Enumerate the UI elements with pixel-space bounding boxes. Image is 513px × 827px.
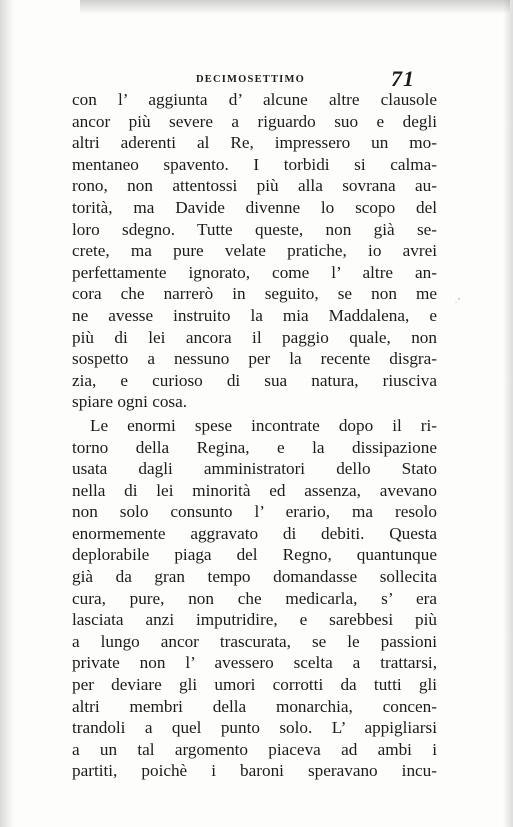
scan-shadow-left (0, 0, 14, 827)
paragraph-2 (72, 415, 437, 782)
text-line: torità, ma Davide divenne lo scopo del (72, 197, 437, 217)
scan-shadow-top (80, 0, 510, 14)
text-line: già da gran tempo domandasse sollecita (72, 567, 437, 587)
text-line: spiare ogni cosa. (72, 392, 188, 412)
text-line: a lungo ancor trascurata, se le passioni (72, 631, 437, 651)
running-head: DECIMOSETTIMO (196, 74, 305, 85)
text-line: deplorabile piaga del Regno, quantunque (72, 545, 437, 565)
text-line: enormemente aggravato di debiti. Questa (72, 523, 437, 543)
text-line: per deviare gli umori corrotti da tutti gli (72, 675, 437, 695)
paragraph-1 (72, 89, 437, 413)
text-line: mentaneo spavento. I torbidi si calma- (72, 154, 437, 174)
text-line: ne avesse instruito la mia Maddalena, e (72, 305, 437, 325)
text-line: rono, non attentossi più alla sovrana au- (72, 176, 437, 196)
text-line: trandoli a quel punto solo. L’ appigliarsi (72, 718, 437, 738)
ink-speck-icon (452, 292, 466, 306)
text-line: loro sdegno. Tutte queste, non già se- (72, 219, 437, 239)
text-line: ancor più severe a riguardo suo e degli (72, 111, 437, 131)
text-line: più di lei ancora il paggio quale, non (72, 327, 437, 347)
text-line: private non l’ avessero scelta a trattarsi, (72, 653, 437, 673)
text-line: non solo consunto l’ erario, ma resolo (72, 502, 437, 522)
text-line: usata dagli amministratori dello Stato (72, 459, 437, 479)
scan-shadow-right (503, 0, 513, 827)
text-line: cura, pure, non che medicarla, s’ era (72, 588, 437, 608)
text-line: crete, ma pure velate pratiche, io avrei (72, 241, 437, 261)
text-line: a un tal argomento piaceva ad ambi i (72, 739, 437, 759)
page-number: 71 (391, 66, 415, 91)
text-line: zia, e curioso di sua natura, riusciva (72, 370, 437, 390)
text-line: cora che narrerò in seguito, se non me (72, 284, 437, 304)
text-line: con l’ aggiunta d’ alcune altre clausole (72, 90, 437, 109)
text-line: perfettamente ignorato, come l’ altre an- (72, 262, 437, 282)
text-line: nella di lei minorità ed assenza, avevano (72, 480, 437, 500)
body-text (72, 89, 437, 782)
text-line: partiti, poichè i baroni speravano incu- (72, 761, 437, 781)
text-line: lasciata anzi imputridire, e sarebbesi più (72, 610, 437, 630)
text-line: sospetto a nessuno per la recente disgra- (72, 349, 437, 369)
text-line: altri aderenti al Re, impressero un mo- (72, 133, 437, 153)
text-line: torno della Regina, e la dissipazione (72, 437, 437, 457)
text-line: Le enormi spese incontrate dopo il ri- (90, 415, 437, 435)
text-line: altri membri della monarchia, concen- (72, 696, 437, 716)
